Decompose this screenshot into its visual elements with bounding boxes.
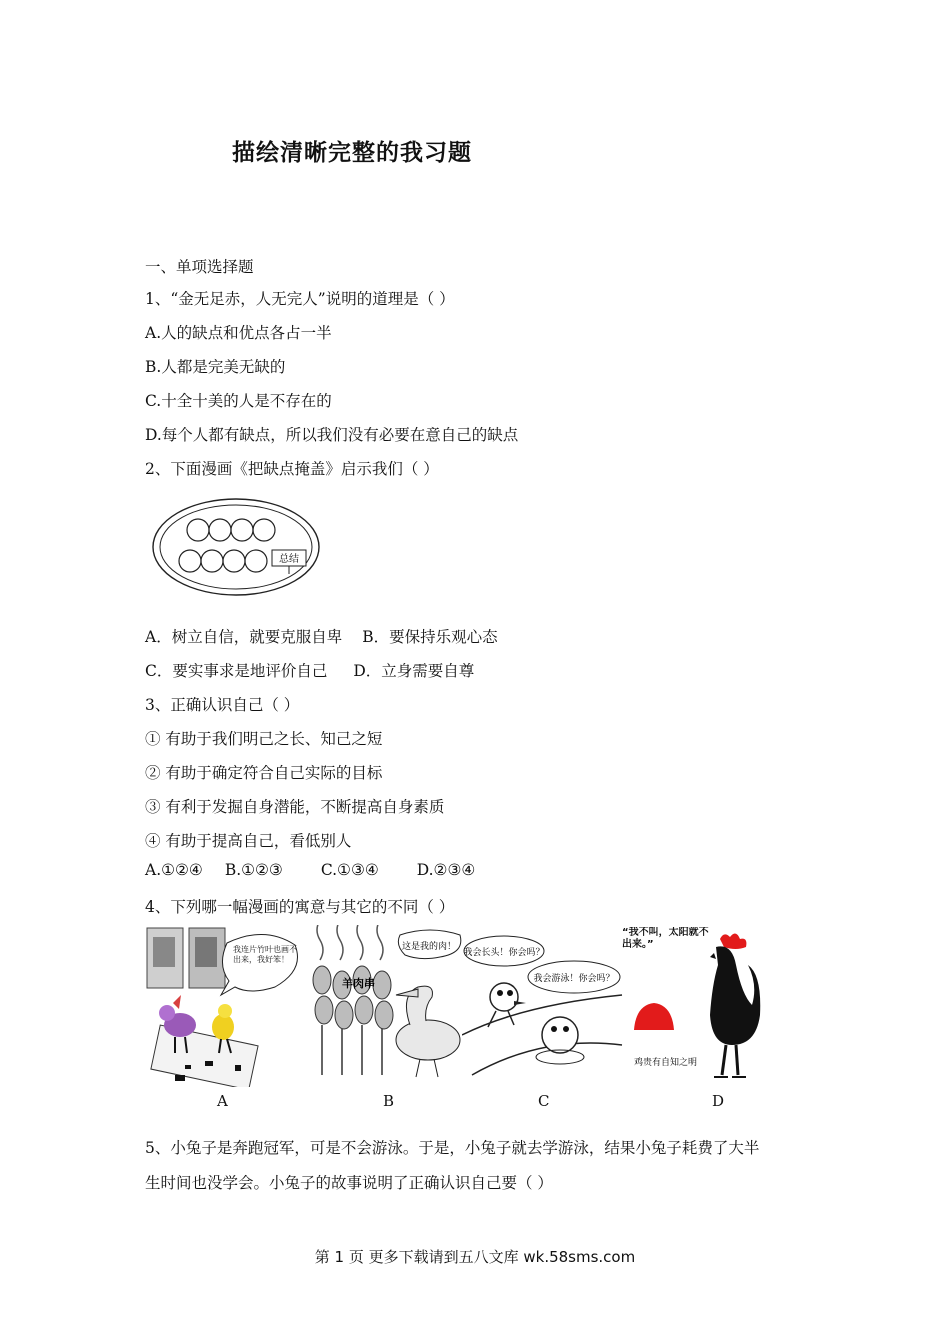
q4-d-quote: “我不叫，太阳就不出来。” (622, 927, 709, 950)
q4-c-bubble-2: 我会游泳！你会吗？ (533, 974, 615, 984)
q4-cartoon-a (145, 925, 305, 1087)
q2-option-b: B．要保持乐观心态 (362, 628, 498, 646)
section-heading: 一、单项选择题 (145, 258, 254, 276)
q3-item-2: ② 有助于确定符合自己实际的目标 (145, 764, 383, 782)
q3-option-d: D.②③④ (416, 861, 476, 879)
q2-sign-text: 总结 (279, 554, 299, 565)
q1-option-a: A.人的缺点和优点各占一半 (145, 324, 332, 342)
q3-item-4: ④ 有助于提高自己，看低别人 (145, 832, 352, 850)
q1-option-c: C.十全十美的人是不存在的 (145, 392, 332, 410)
q4-cartoon-b (300, 925, 465, 1087)
page-footer: 第 1 页 更多下载请到五八文库 wk.58sms.com (314, 1248, 636, 1266)
q4-label-a: A (217, 1092, 228, 1110)
q2-option-d: D．立身需要自尊 (353, 662, 475, 680)
q3-item-1: ① 有助于我们明己之长、知己之短 (145, 730, 383, 748)
q5-line-2: 生时间也没学会。小兔子的故事说明了正确认识自己要（ ） (145, 1174, 553, 1192)
q4-c-bubble-1: 我会长头！你会吗？ (463, 948, 545, 958)
q4-label-c: C (538, 1092, 550, 1110)
q3-stem: 3、正确认识自己（ ） (145, 696, 300, 714)
q3-item-3: ③ 有利于发掘自身潜能，不断提高自身素质 (145, 798, 445, 816)
q2-option-a: A．树立自信，就要克服自卑 (145, 628, 343, 646)
q2-stem: 2、下面漫画《把缺点掩盖》启示我们（ ） (145, 460, 439, 478)
q4-d-caption: 鸡贵有自知之明 (634, 1058, 698, 1068)
q4-cartoon-d (622, 925, 772, 1087)
q3-option-b: B.①②③ (224, 861, 283, 879)
q1-option-b: B.人都是完美无缺的 (145, 358, 286, 376)
page-title: 描绘清晰完整的我习题 (232, 140, 472, 166)
q4-b-sign-text: 羊肉串 (342, 977, 375, 990)
q1-stem: 1、“金无足赤，人无完人”说明的道理是（ ） (145, 290, 455, 308)
q4-cartoon-c (462, 925, 624, 1087)
q4-stem: 4、下列哪一幅漫画的寓意与其它的不同（ ） (145, 898, 455, 916)
q2-options-row1 (145, 625, 498, 647)
q3-option-c: C.①③④ (320, 861, 379, 879)
q4-b-bubble-text: 这是我的肉！ (402, 942, 457, 952)
q3-options-row (145, 861, 475, 879)
q2-options-row2 (145, 659, 474, 681)
q1-option-d: D.每个人都有缺点，所以我们没有必要在意自己的缺点 (145, 426, 519, 444)
q4-label-b: B (383, 1092, 395, 1110)
q4-a-bubble-text: 我连片竹叶也画不出来，我好笨！ (233, 945, 297, 964)
q3-option-a: A.①②④ (145, 861, 203, 879)
q4-label-d: D (712, 1092, 725, 1110)
q2-cartoon-plate (150, 494, 325, 599)
q5-line-1: 5、小兔子是奔跑冠军，可是不会游泳。于是，小兔子就去学游泳，结果小兔子耗费了大半 (145, 1139, 760, 1157)
q2-option-c: C．要实事求是地评价自己 (145, 662, 328, 680)
